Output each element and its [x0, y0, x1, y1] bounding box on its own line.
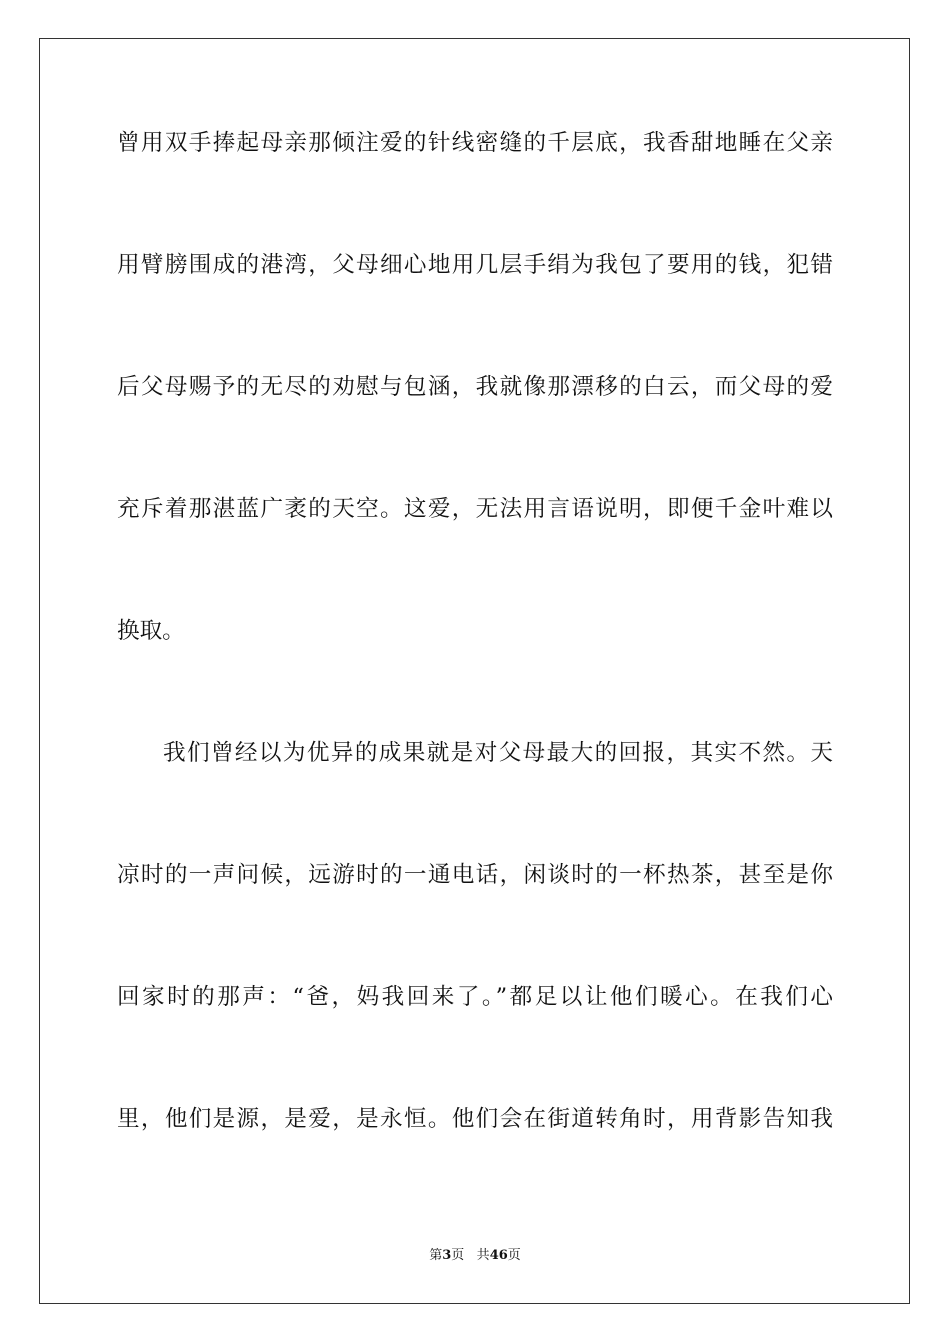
text-line-2: 用臂膀围成的港湾，父母细心地用几层手绢为我包了要用的钱，犯错	[117, 252, 833, 278]
page-footer	[0, 1247, 950, 1265]
footer-page-number: 3	[442, 1248, 452, 1263]
footer-total-suffix: 页	[507, 1248, 521, 1263]
text-line-8: 回家时的那声：“爸，妈我回来了。”都足以让他们暖心。在我们心	[117, 984, 833, 1010]
footer-page-suffix: 页	[451, 1248, 465, 1263]
footer-total-prefix: 共	[476, 1248, 490, 1263]
footer-total-pages: 46	[489, 1248, 508, 1263]
text-line-7: 凉时的一声问候，远游时的一通电话，闲谈时的一杯热茶，甚至是你	[117, 862, 833, 888]
text-line-1: 曾用双手捧起母亲那倾注爱的针线密缝的千层底，我香甜地睡在父亲	[117, 130, 833, 156]
text-line-9: 里，他们是源，是爱，是永恒。他们会在街道转角时，用背影告知我	[117, 1106, 833, 1132]
text-line-3: 后父母赐予的无尽的劝慰与包涵，我就像那漂移的白云，而父母的爱	[117, 374, 833, 400]
text-line-4: 充斥着那湛蓝广袤的天空。这爱，无法用言语说明，即便千金叶难以	[117, 496, 833, 522]
text-line-6-paragraph-start: 我们曾经以为优异的成果就是对父母最大的回报，其实不然。天	[163, 740, 833, 766]
text-line-5: 换取。	[117, 618, 185, 644]
footer-prefix: 第	[429, 1248, 443, 1263]
